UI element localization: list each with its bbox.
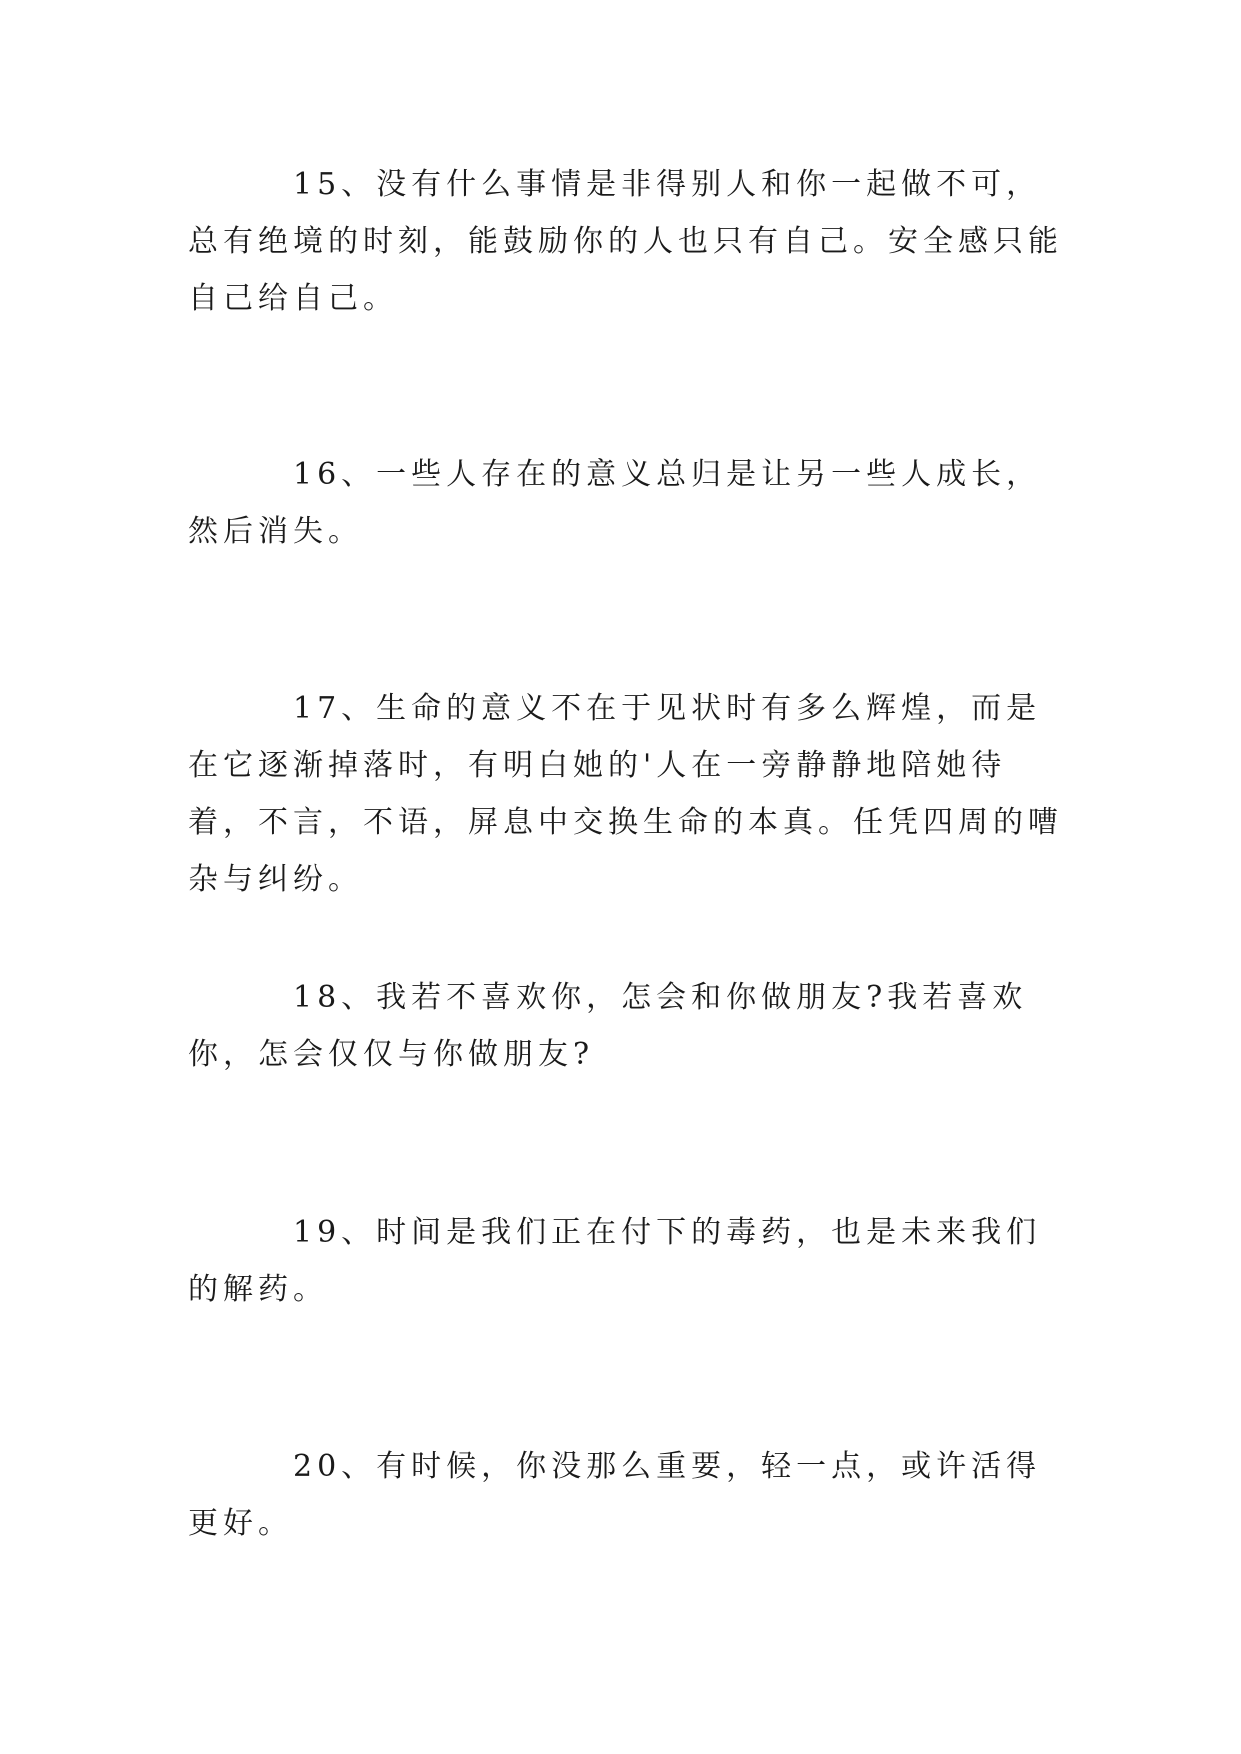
paragraph-20: 20、有时候，你没那么重要，轻一点，或许活得更好。 (188, 1449, 1042, 1541)
paragraph-16: 16、一些人存在的意义总归是让另一些人成长，然后消失。 (188, 457, 1042, 549)
paragraph-17: 17、生命的意义不在于见状时有多么辉煌，而是在它逐渐掉落时，有明白她的'人在一旁静静地陪她待着，不言，不语，屏息中交换生命的本真。任凭四周的嘈杂与纠纷。 (188, 691, 1063, 897)
paragraph-19: 19、时间是我们正在付下的毒药，也是未来我们的解药。 (188, 1215, 1042, 1307)
paragraph-18: 18、我若不喜欢你，怎会和你做朋友?我若喜欢你，怎会仅仅与你做朋友? (188, 980, 1028, 1072)
paragraph-15: 15、没有什么事情是非得别人和你一起做不可，总有绝境的时刻，能鼓励你的人也只有自己。安全感只能自己给自己。 (188, 167, 1063, 316)
